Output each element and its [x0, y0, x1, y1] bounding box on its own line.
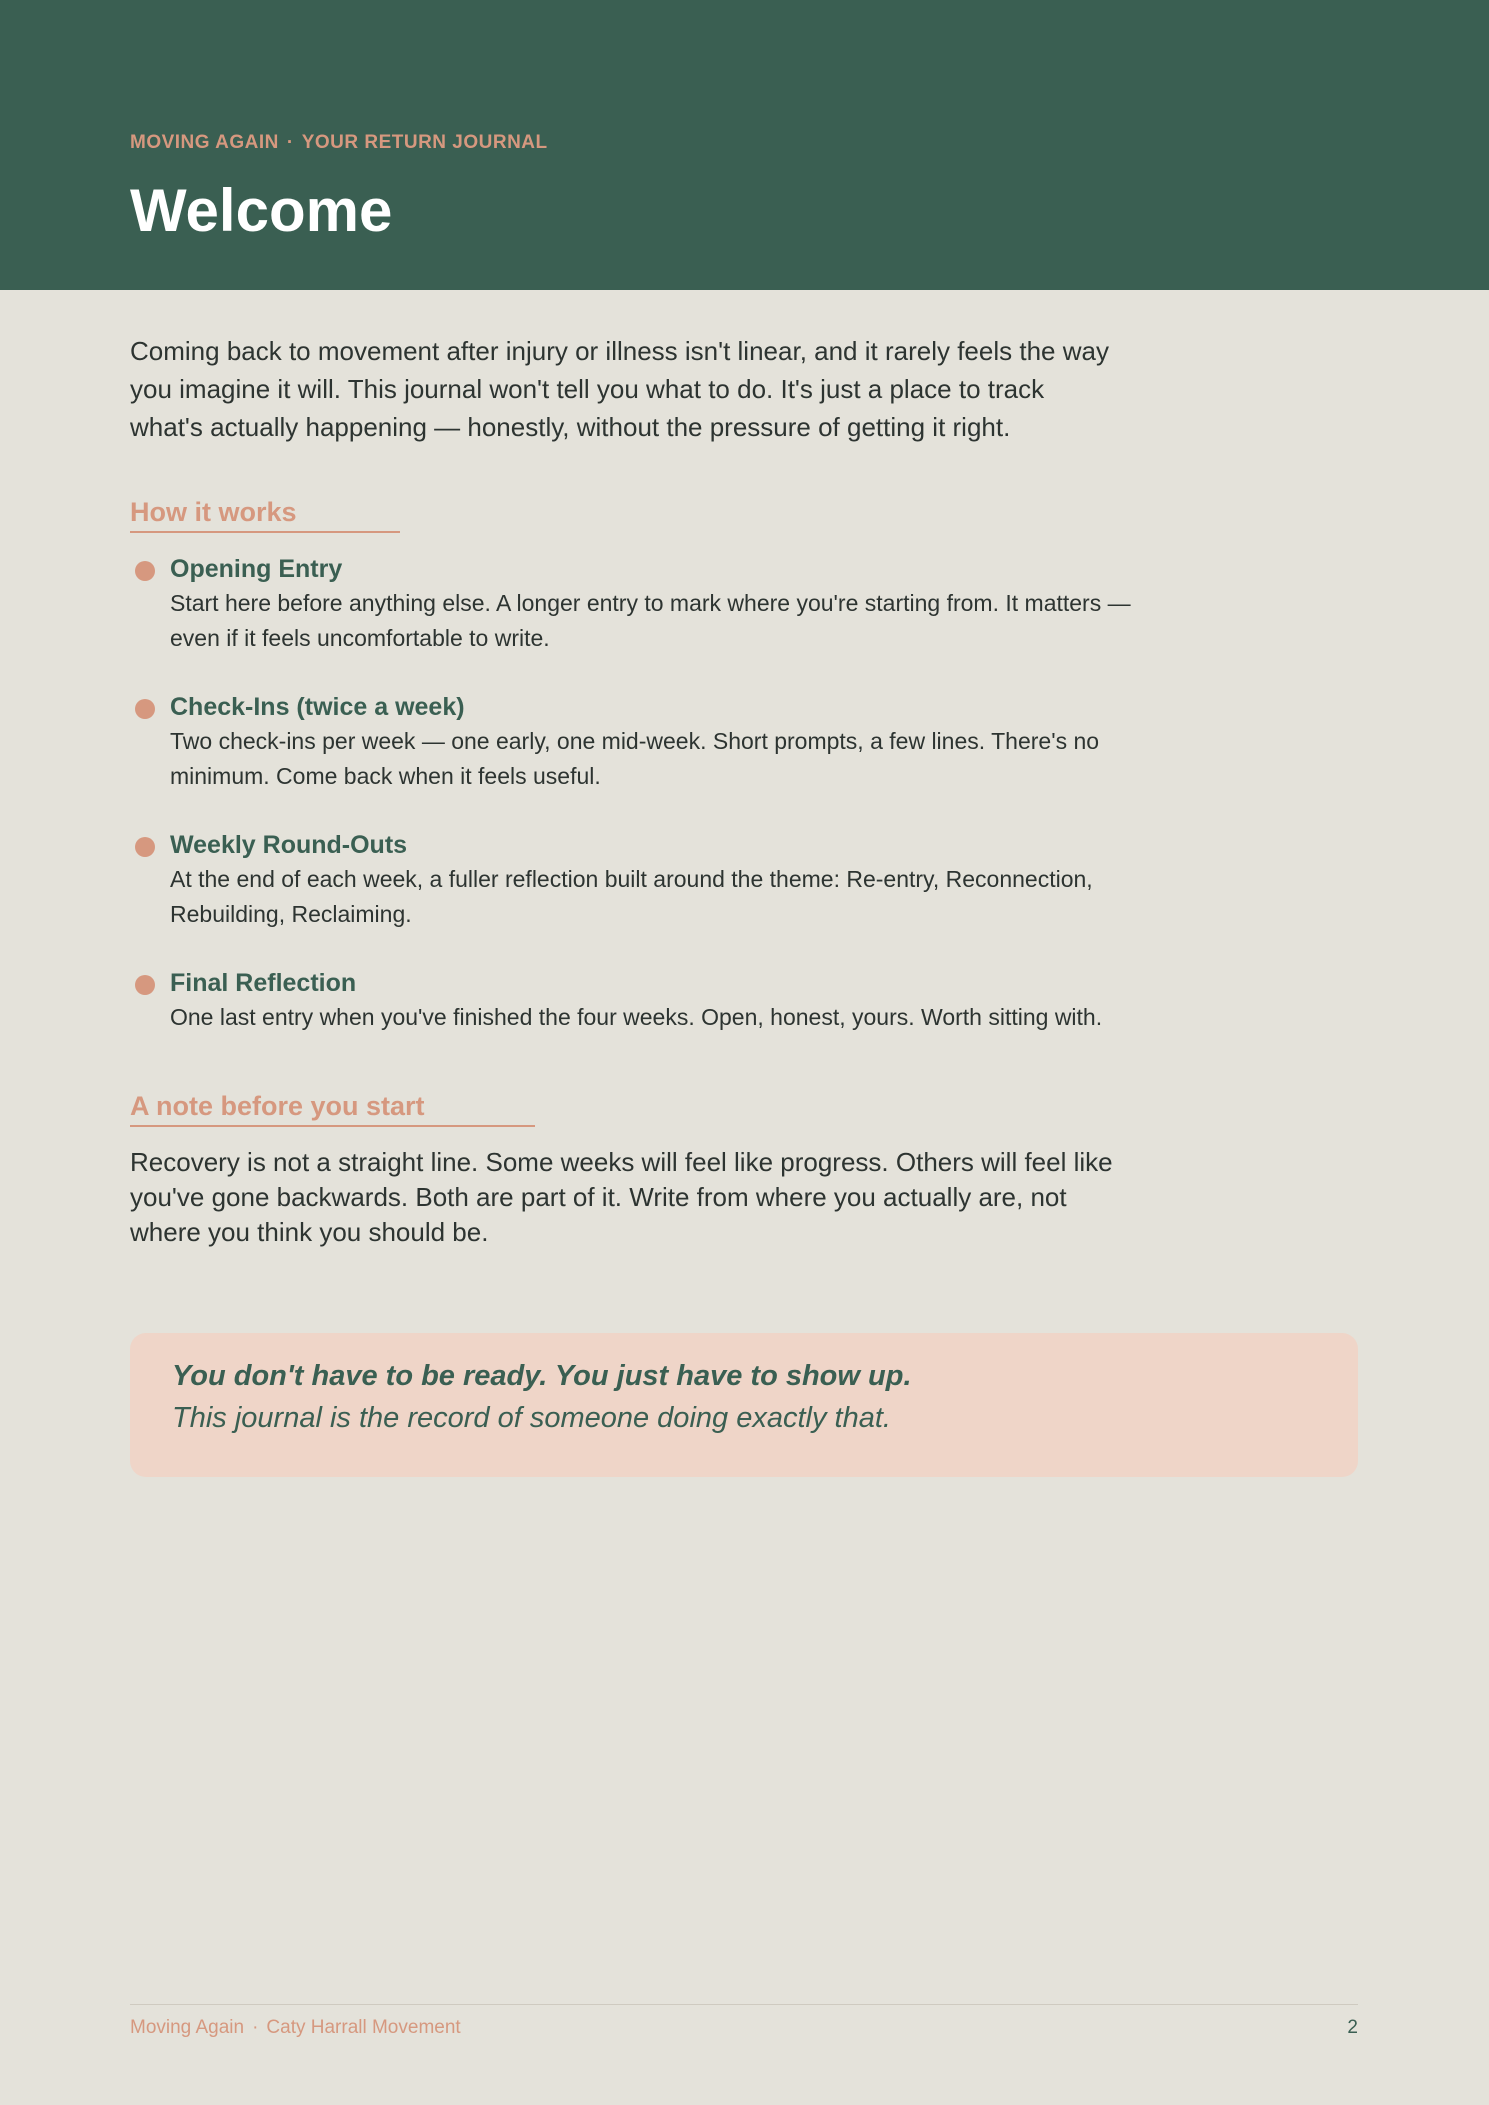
how-it-works-list	[130, 552, 1170, 1069]
list-item-opening-entry	[130, 552, 1170, 656]
item-description: Start here before anything else. A longer entry to mark where you're starting from. It matters — even if it feels uncomfortable to write.	[170, 590, 1131, 651]
page-header	[0, 0, 1489, 290]
item-description: Two check-ins per week — one early, one mid-week. Short prompts, a few lines. There's no minimum. Come back when it feels useful.	[170, 728, 1100, 789]
eyebrow-brand: MOVING AGAIN	[130, 132, 279, 153]
quote-callout	[130, 1333, 1358, 1477]
item-description: At the end of each week, a fuller reflection built around the theme: Re-entry, Reconnection, Rebuilding, Reclaiming.	[170, 866, 1093, 927]
note-paragraph: Recovery is not a straight line. Some weeks will feel like progress. Others will feel like you've gone backwards. Both are part of it. Write from where you actually are, not where you think you should be.	[130, 1147, 1113, 1247]
footer-credits	[130, 2017, 461, 2039]
page-number: 2	[1347, 2017, 1358, 2038]
header-eyebrow	[130, 132, 548, 154]
eyebrow-separator: ·	[286, 132, 294, 153]
item-title: Check-Ins (twice a week)	[170, 693, 465, 721]
quote-headline: You don't have to be ready. You just have to show up.	[172, 1360, 912, 1392]
item-title: Opening Entry	[170, 555, 343, 583]
footer-brand: Moving Again	[130, 2017, 245, 2038]
bullet-dot-icon	[135, 699, 155, 719]
list-item-final-reflection	[130, 966, 1170, 1035]
bullet-dot-icon	[135, 561, 155, 581]
item-description: One last entry when you've finished the four weeks. Open, honest, yours. Worth sitting with.	[170, 1004, 1103, 1030]
intro-paragraph: Coming back to movement after injury or illness isn't linear, and it rarely feels the way you imagine it will. This journal won't tell you what to do. It's just a place to track what's actually happening — honestly, without the pressure of getting it right.	[130, 336, 1109, 442]
footer-separator: ·	[252, 2017, 259, 2038]
list-item-check-ins	[130, 690, 1170, 794]
quote-subline: This journal is the record of someone doing exactly that.	[172, 1402, 891, 1434]
footer-author: Caty Harrall Movement	[266, 2017, 461, 2038]
note-heading: A note before you start	[130, 1092, 535, 1127]
eyebrow-subtitle: YOUR RETURN JOURNAL	[301, 132, 548, 153]
bullet-dot-icon	[135, 975, 155, 995]
footer-divider	[130, 2004, 1358, 2005]
list-item-weekly-round-outs	[130, 828, 1170, 932]
bullet-dot-icon	[135, 837, 155, 857]
item-title: Final Reflection	[170, 969, 357, 997]
how-it-works-heading: How it works	[130, 498, 400, 533]
item-title: Weekly Round-Outs	[170, 831, 408, 859]
page-title: Welcome	[130, 177, 393, 244]
